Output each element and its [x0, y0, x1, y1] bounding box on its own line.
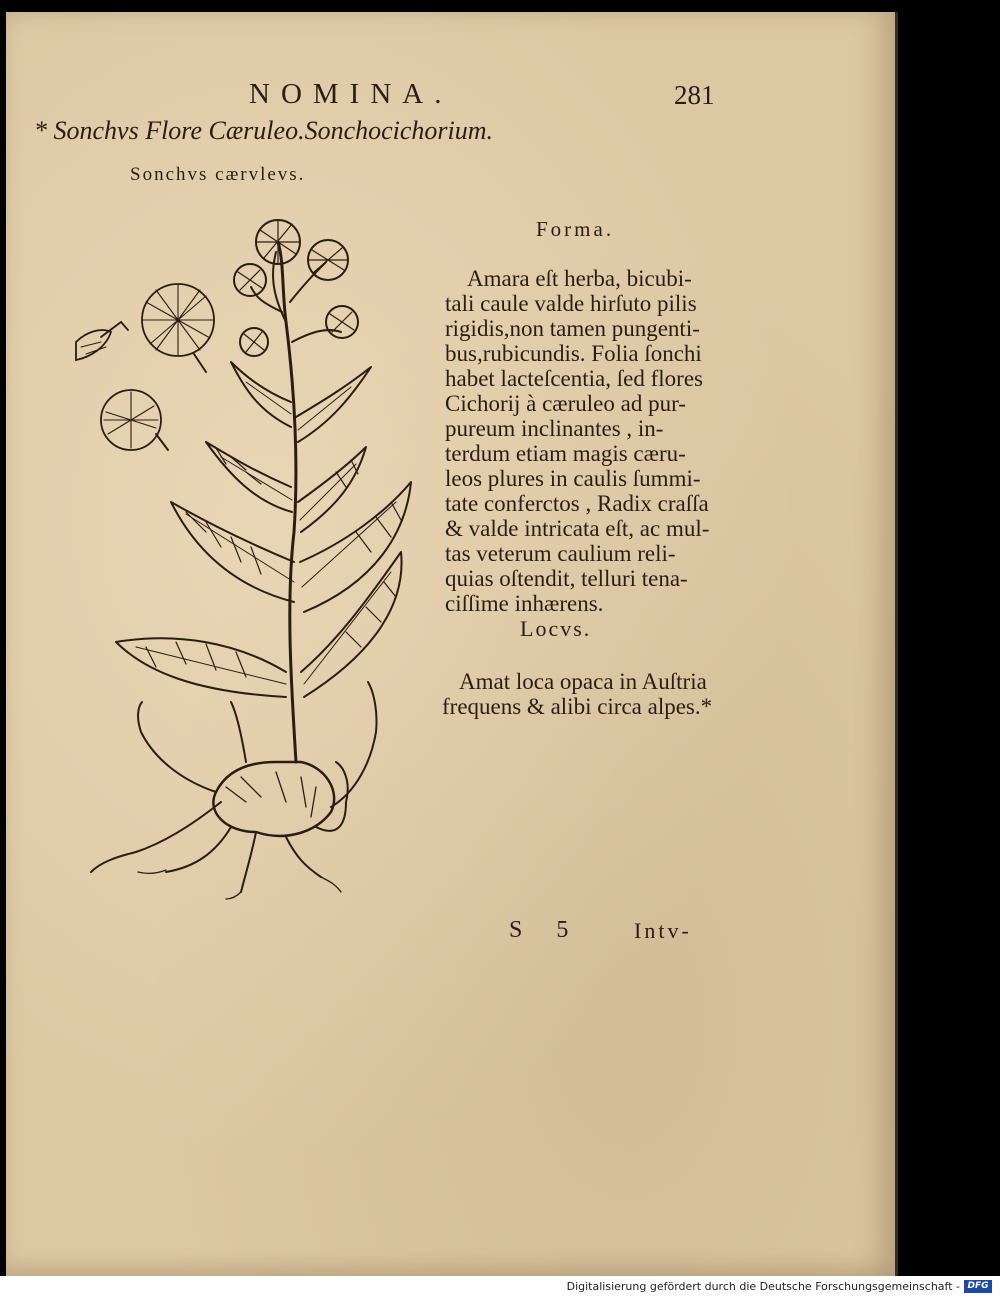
forma-heading: Forma. — [536, 217, 615, 241]
forma-line: leos plures in caulis ſummi- — [445, 466, 701, 491]
forma-line: habet lacteſcentia, ſed flores — [445, 366, 703, 391]
forma-line: ciſſime inhærens. — [445, 591, 604, 616]
forma-line: rigidis,non tamen pungenti- — [445, 316, 700, 341]
running-head: NOMINA. — [249, 78, 453, 110]
footer-credit: Digitalisierung gefördert durch die Deutsche Forschungsgemeinschaft - — [566, 1280, 960, 1293]
forma-line: tas veterum caulium reli- — [445, 541, 676, 566]
forma-line: bus,rubicundis. Folia ſonchi — [445, 341, 702, 366]
nomina-line: * Sonchvs Flore Cæruleo.Sonchocichorium. — [34, 116, 494, 145]
catchword: Intv- — [634, 918, 692, 943]
signature-mark: S 5 — [509, 917, 583, 943]
forma-line: quias oſtendit, telluri tena- — [445, 566, 688, 591]
forma-line: Cichorij à cæruleo ad pur- — [445, 391, 686, 416]
book-page — [6, 12, 895, 1276]
forma-line: & valde intricata eſt, ac mul- — [445, 516, 710, 541]
page-edge — [895, 12, 898, 1276]
forma-line: Amara eſt herba, bicubi- — [467, 266, 692, 291]
forma-line: pureum inclinantes , in- — [445, 416, 664, 441]
forma-line: tate conferctos , Radix craſſa — [445, 491, 709, 516]
locus-line: Amat loca opaca in Auſtria — [459, 669, 707, 694]
plant-caption: Sonchvs cærvlevs. — [130, 164, 306, 185]
forma-line: tali caule valde hirſuto pilis — [445, 291, 697, 316]
dfg-logo-icon: DFG — [964, 1280, 992, 1293]
locus-line: frequens & alibi circa alpes.* — [442, 694, 713, 719]
plant-woodcut-illustration — [46, 202, 436, 902]
locus-heading: Locvs. — [520, 616, 592, 641]
forma-line: terdum etiam magis cæru- — [445, 441, 686, 466]
page-number: 281 — [674, 80, 715, 110]
